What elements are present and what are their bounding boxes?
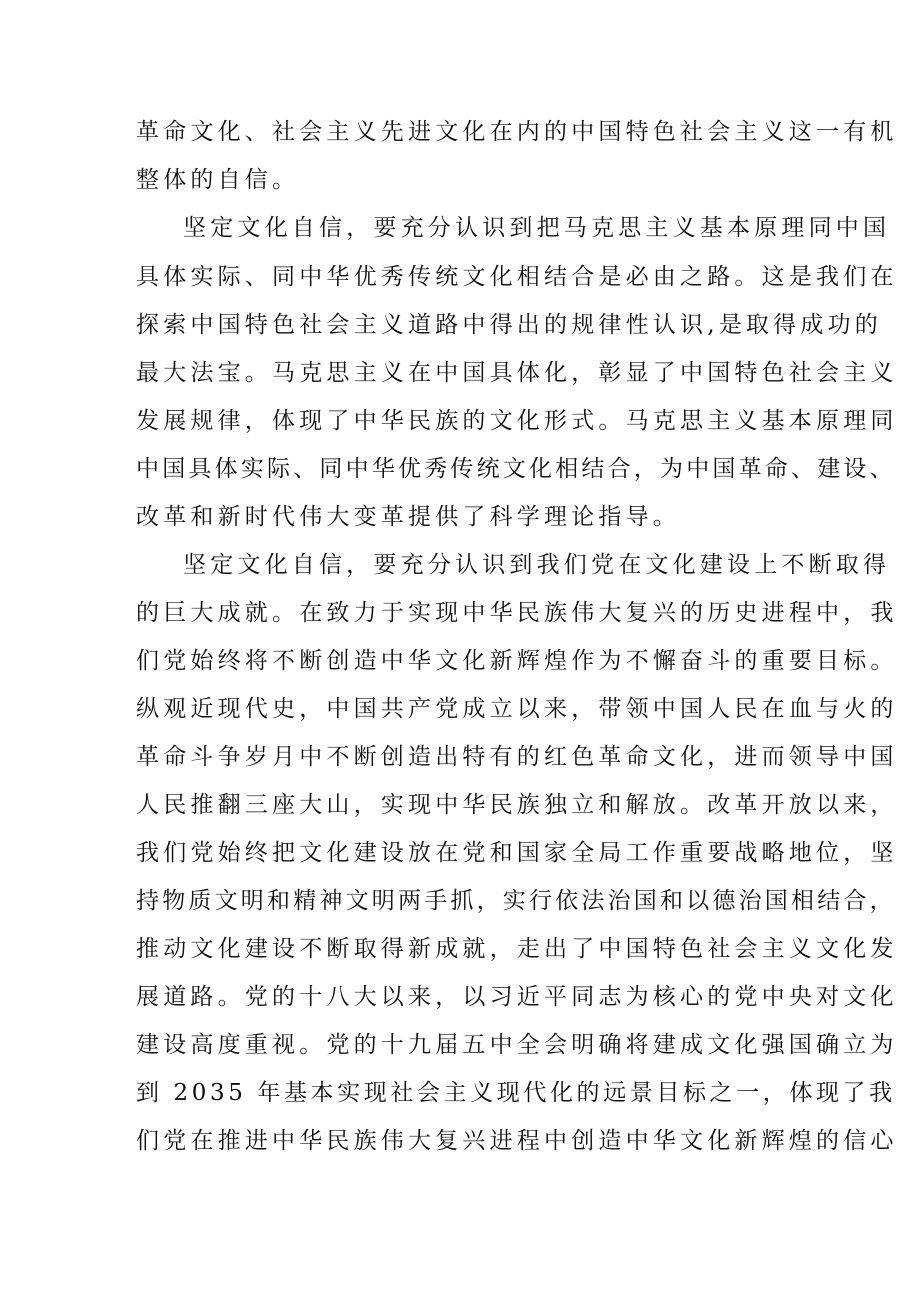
paragraph-start-line: 坚定文化自信，要充分认识到把马克思主义基本原理同中国 xyxy=(183,215,891,241)
text-line: 建设高度重视。党的十九届五中全会明确将建成文化强国确立为 xyxy=(136,1032,898,1058)
text-line: 革命文化、社会主义先进文化在内的中国特色社会主义这一有机 xyxy=(136,119,898,145)
text-line: 探索中国特色社会主义道路中得出的规律性认识,是取得成功的 xyxy=(136,312,882,338)
text-line: 们党始终将不断创造中华文化新辉煌作为不懈奋斗的重要目标。 xyxy=(136,648,898,674)
text-line: 具体实际、同中华优秀传统文化相结合是必由之路。这是我们在 xyxy=(136,264,898,290)
text-line: 中国具体实际、同中华优秀传统文化相结合，为中国革命、建设、 xyxy=(136,456,896,482)
text-line: 展道路。党的十八大以来，以习近平同志为核心的党中央对文化 xyxy=(136,984,898,1010)
text-line: 改革和新时代伟大变革提供了科学理论指导。 xyxy=(136,504,680,530)
text-line: 的巨大成就。在致力于实现中华民族伟大复兴的历史进程中，我 xyxy=(136,600,898,626)
paragraph-start-line: 坚定文化自信，要充分认识到我们党在文化建设上不断取得 xyxy=(183,552,891,578)
text-line: 纵观近现代史，中国共产党成立以来，带领中国人民在血与火的 xyxy=(136,696,898,722)
text-line: 整体的自信。 xyxy=(136,167,300,193)
text-line: 持物质文明和精神文明两手抓，实行依法治国和以德治国相结合， xyxy=(136,888,896,914)
text-line: 到 2035 年基本实现社会主义现代化的远景目标之一，体现了我 xyxy=(136,1080,896,1106)
text-line: 推动文化建设不断取得新成就，走出了中国特色社会主义文化发 xyxy=(136,936,898,962)
text-line: 们党在推进中华民族伟大复兴进程中创造中华文化新辉煌的信心 xyxy=(136,1128,898,1154)
text-line: 人民推翻三座大山，实现中华民族独立和解放。改革开放以来， xyxy=(136,792,898,818)
text-line: 我们党始终把文化建设放在党和国家全局工作重要战略地位，坚 xyxy=(136,840,898,866)
text-line: 革命斗争岁月中不断创造出特有的红色革命文化，进而领导中国 xyxy=(136,744,898,770)
text-line: 最大法宝。马克思主义在中国具体化，彰显了中国特色社会主义 xyxy=(136,360,898,386)
text-line: 发展规律，体现了中华民族的文化形式。马克思主义基本原理同 xyxy=(136,408,898,434)
